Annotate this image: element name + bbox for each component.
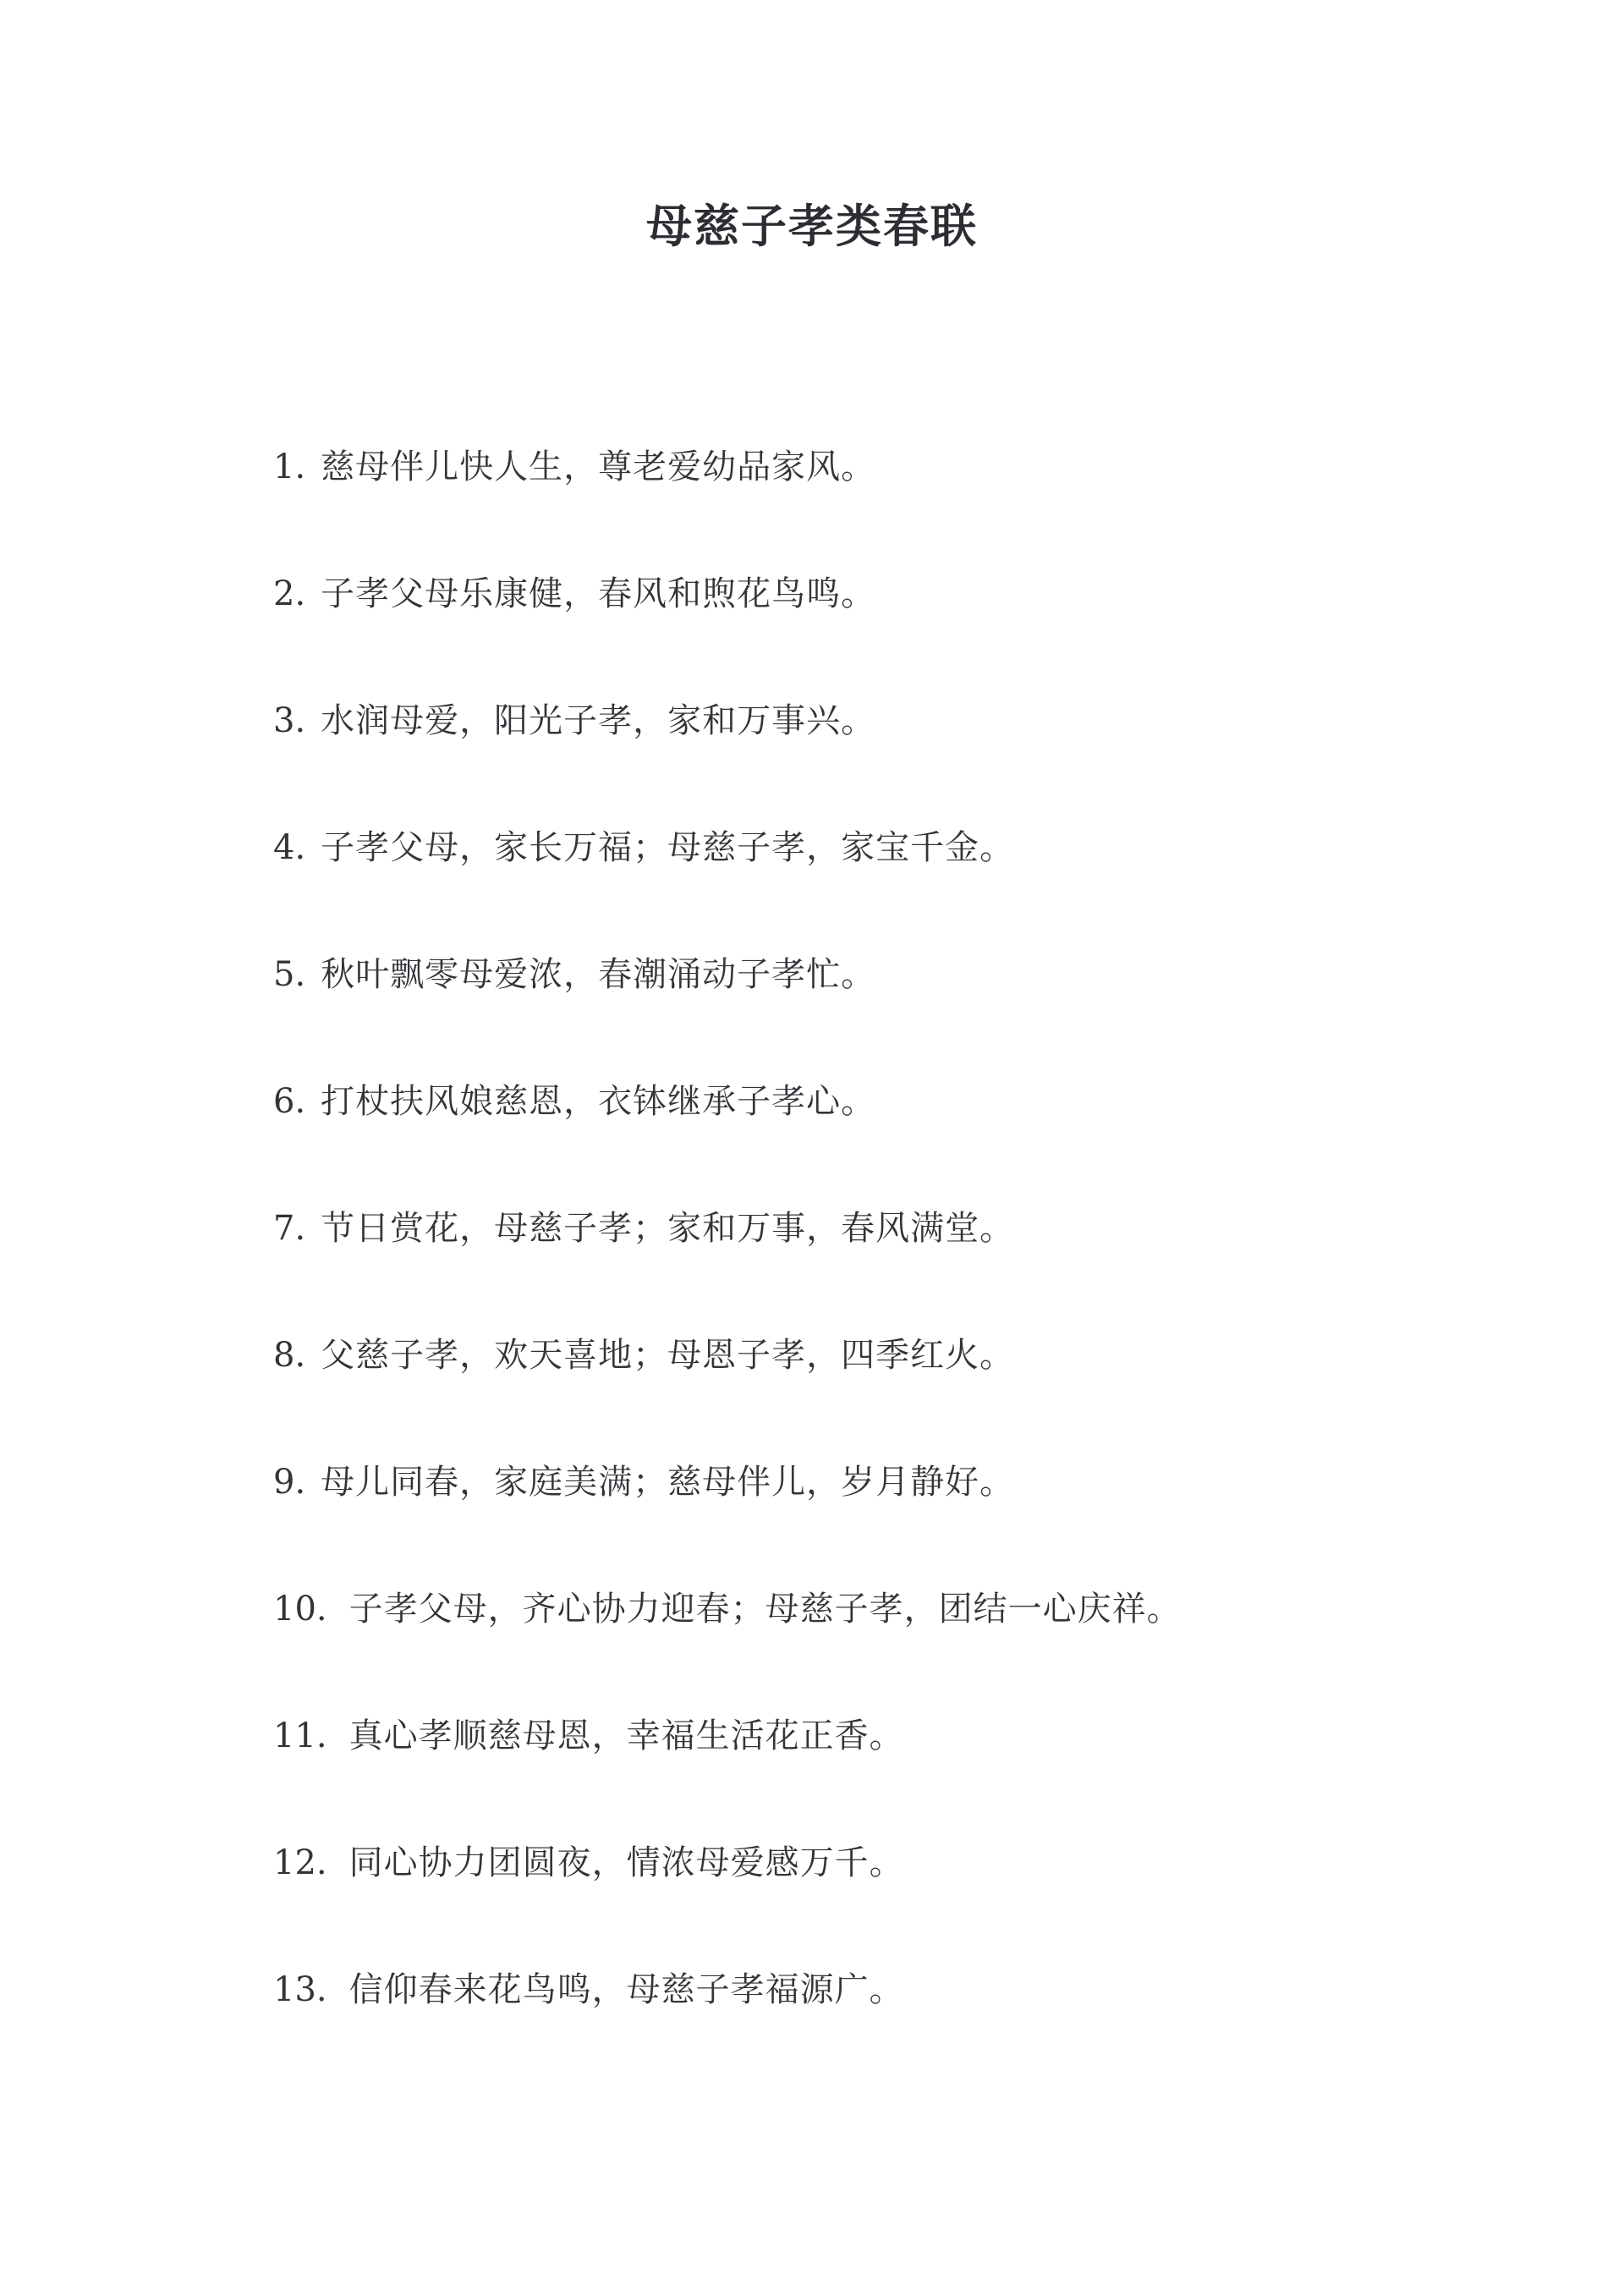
- item-number: 9.: [273, 1463, 306, 1502]
- list-item: [273, 1203, 1457, 1330]
- item-text: 慈母伴儿快人生，尊老爱幼品家风。: [321, 448, 876, 486]
- list-item: [273, 1457, 1457, 1584]
- item-text: 秋叶飘零母爱浓，春潮涌动子孝忙。: [321, 955, 876, 994]
- list-item: [273, 1584, 1457, 1711]
- list-item: [273, 1076, 1457, 1203]
- item-number: 10.: [273, 1590, 327, 1629]
- item-number: 12.: [273, 1843, 327, 1882]
- list-item: [273, 1837, 1457, 1964]
- list-item: [273, 695, 1457, 822]
- item-number: 1.: [273, 448, 306, 486]
- item-text: 打杖扶风娘慈恩，衣钵继承子孝心。: [321, 1082, 876, 1121]
- item-number: 13.: [273, 1970, 327, 2009]
- list-item: [273, 822, 1457, 949]
- item-text: 母儿同春，家庭美满；慈母伴儿，岁月静好。: [321, 1463, 1015, 1502]
- list-item: [273, 1964, 1457, 2091]
- item-text: 父慈子孝，欢天喜地；母恩子孝，四季红火。: [321, 1336, 1015, 1375]
- item-number: 8.: [273, 1336, 306, 1375]
- item-text: 水润母爱，阳光子孝，家和万事兴。: [321, 701, 876, 740]
- document-title: 母慈子孝类春联: [646, 199, 978, 253]
- list-item: [273, 569, 1457, 695]
- item-number: 7.: [273, 1209, 306, 1248]
- item-text: 真心孝顺慈母恩，幸福生活花正香。: [348, 1717, 904, 1755]
- item-text: 信仰春来花鸟鸣，母慈子孝福源广。: [348, 1970, 904, 2009]
- list-item: [273, 1330, 1457, 1457]
- item-number: 3.: [273, 701, 306, 740]
- couplet-list: [273, 442, 1457, 2091]
- item-text: 子孝父母，齐心协力迎春；母慈子孝，团结一心庆祥。: [348, 1590, 1182, 1629]
- item-text: 节日赏花，母慈子孝；家和万事，春风满堂。: [321, 1209, 1015, 1248]
- item-text: 子孝父母乐康健，春风和煦花鸟鸣。: [321, 574, 876, 613]
- item-number: 6.: [273, 1082, 306, 1121]
- list-item: [273, 442, 1457, 569]
- item-text: 子孝父母，家长万福；母慈子孝，家宝千金。: [321, 828, 1015, 867]
- item-text: 同心协力团圆夜，情浓母爱感万千。: [348, 1843, 904, 1882]
- item-number: 2.: [273, 574, 306, 613]
- item-number: 4.: [273, 828, 306, 867]
- item-number: 11.: [273, 1717, 327, 1755]
- list-item: [273, 1711, 1457, 1837]
- list-item: [273, 949, 1457, 1076]
- item-number: 5.: [273, 955, 306, 994]
